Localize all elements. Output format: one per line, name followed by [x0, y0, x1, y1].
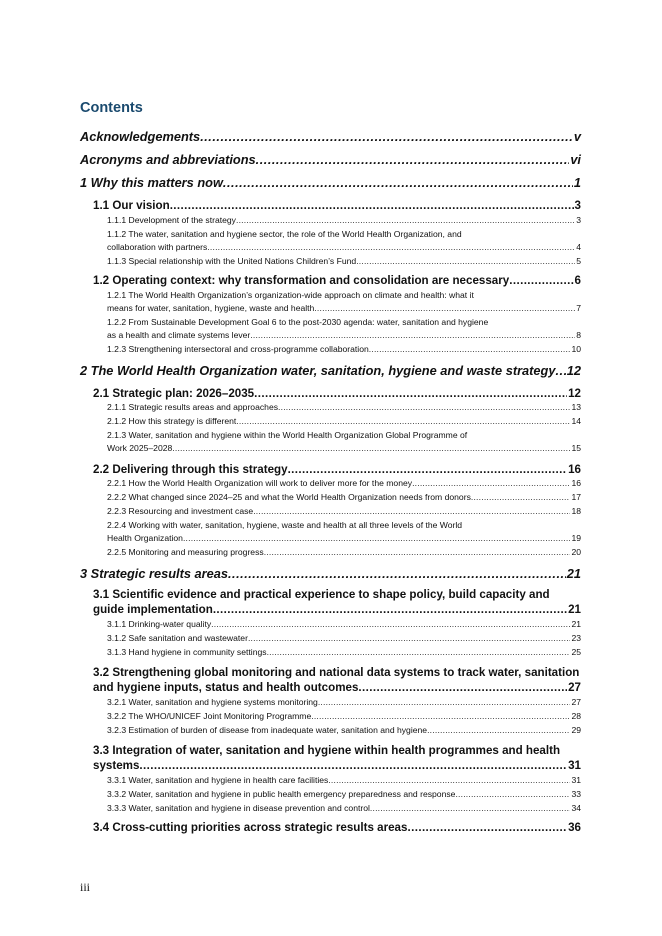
toc-page-number: v	[573, 129, 581, 144]
toc-dot-leader	[172, 442, 570, 455]
toc-dot-leader	[211, 618, 570, 631]
toc-entry-title: 1.2.3 Strengthening intersectoral and cross-programme collaboration	[107, 344, 369, 354]
toc-dot-leader	[213, 602, 567, 617]
toc-page-number: 20	[571, 547, 581, 557]
toc-entry-title: systems	[93, 759, 140, 772]
toc-entry[interactable]	[93, 820, 581, 835]
toc-page-number: 13	[571, 402, 581, 412]
toc-entry[interactable]	[93, 386, 581, 401]
toc-dot-leader	[139, 758, 567, 773]
toc-page-number: 21	[568, 603, 581, 616]
toc-entry[interactable]	[93, 665, 581, 695]
toc-dot-leader	[471, 491, 571, 504]
toc-entry-title: 1.1.1 Development of the strategy	[107, 215, 236, 225]
toc-dot-leader	[170, 198, 574, 213]
toc-dot-leader	[455, 788, 570, 801]
toc-page-number: 18	[571, 506, 581, 516]
toc-dot-leader	[318, 696, 571, 709]
toc-entry[interactable]	[107, 546, 581, 559]
toc-entry-title: collaboration with partners	[107, 242, 208, 252]
toc-dot-leader	[236, 214, 575, 227]
toc-page-number: 14	[571, 416, 581, 426]
toc-entry[interactable]	[107, 255, 581, 268]
toc-entry[interactable]	[107, 477, 581, 490]
toc-entry[interactable]	[107, 802, 581, 815]
toc-dot-leader	[236, 415, 570, 428]
toc-page-number: 12	[568, 387, 581, 400]
toc-entry-title: 3.1.1 Drinking-water quality	[107, 619, 212, 629]
toc-entry[interactable]	[107, 505, 581, 518]
toc-entry-title: 3.2.2 The WHO/UNICEF Joint Monitoring Programme	[107, 711, 312, 721]
toc-dot-leader	[509, 273, 573, 288]
toc-dot-leader	[253, 505, 570, 518]
toc-entry-title: as a health and climate systems lever	[107, 330, 251, 340]
toc-entry[interactable]	[107, 491, 581, 504]
toc-dot-leader	[358, 680, 567, 695]
toc-page-number: 31	[571, 775, 581, 785]
toc-page-number: 3	[574, 199, 581, 212]
toc-page-number: 21	[571, 619, 581, 629]
toc-entry-title: Acknowledgements	[80, 129, 201, 144]
toc-entry-title-line1: 2.1.3 Water, sanitation and hygiene within the World Health Organization Global Programme of	[107, 430, 468, 440]
toc-dot-leader	[183, 532, 570, 545]
page-number: iii	[80, 880, 91, 894]
toc-page-number: 8	[576, 330, 581, 340]
toc-page-number: 27	[568, 681, 581, 694]
toc-entry-title-line1: 1.1.2 The water, sanitation and hygiene sector, the role of the World Health Organization, and	[107, 229, 462, 239]
toc-entry-title: guide implementation	[93, 603, 213, 616]
toc-entry-title: 3 Strategic results areas	[80, 566, 228, 581]
toc-entry-title: 3.1.3 Hand hygiene in community settings	[107, 647, 267, 657]
toc-entry[interactable]	[107, 343, 581, 356]
toc-entry[interactable]	[107, 788, 581, 801]
toc-dot-leader	[427, 724, 570, 737]
toc-entry-title: 2 The World Health Organization water, sanitation, hygiene and waste strategy	[80, 363, 556, 378]
toc-entry-title: Acronyms and abbreviations	[80, 152, 256, 167]
toc-entry[interactable]	[107, 646, 581, 659]
toc-page-number: 29	[571, 725, 581, 735]
toc-entry[interactable]	[107, 316, 581, 342]
toc-dot-leader	[278, 401, 570, 414]
toc-entry-title: 2.1.1 Strategic results areas and approaches	[107, 402, 279, 412]
toc-entry-title: and hygiene inputs, status and health outcomes	[93, 681, 359, 694]
toc-entry-title: means for water, sanitation, hygiene, waste and health	[107, 303, 315, 313]
toc-dot-leader	[314, 302, 575, 315]
toc-entry-title: 2.2.1 How the World Health Organization will work to deliver more for the money	[107, 478, 413, 488]
toc-page-number: 5	[576, 256, 581, 266]
toc-entry[interactable]	[107, 429, 581, 455]
toc-page-number: 31	[568, 759, 581, 772]
toc-entry[interactable]	[80, 566, 581, 582]
toc-entry[interactable]	[107, 618, 581, 631]
toc-entry[interactable]	[107, 724, 581, 737]
toc-entry-title: 1.1.3 Special relationship with the United Nations Children’s Fund	[107, 256, 357, 266]
toc-entry[interactable]	[80, 129, 581, 145]
toc-entry-title: 2.1 Strategic plan: 2026–2035	[93, 387, 255, 400]
toc-page-number: vi	[570, 152, 581, 167]
toc-entry-title-line1: 2.2.4 Working with water, sanitation, hygiene, waste and health at all three levels of the World	[107, 520, 463, 530]
toc-entry-title: 2.1.2 How this strategy is different	[107, 416, 237, 426]
toc-entry[interactable]	[107, 228, 581, 254]
toc-dot-leader	[228, 566, 566, 582]
toc-page-number: 25	[571, 647, 581, 657]
toc-page-number: 10	[571, 344, 581, 354]
toc-entry[interactable]	[107, 214, 581, 227]
toc-page-number: 23	[571, 633, 581, 643]
toc-dot-leader	[412, 477, 570, 490]
toc-entry-title-line1: 3.3 Integration of water, sanitation and hygiene within health programmes and health	[93, 744, 561, 757]
toc-entry[interactable]	[80, 175, 581, 191]
toc-entry[interactable]	[93, 587, 581, 617]
toc-entry-title: 3.4 Cross-cutting priorities across strategic results areas	[93, 821, 408, 834]
toc-dot-leader	[407, 820, 567, 835]
toc-dot-leader	[288, 462, 568, 477]
toc-entry-title: 3.3.2 Water, sanitation and hygiene in public health emergency preparedness and response	[107, 789, 456, 799]
toc-page-number: 27	[571, 697, 581, 707]
toc-page-number: 1	[573, 175, 581, 190]
toc-entry[interactable]	[107, 632, 581, 645]
toc-dot-leader	[256, 152, 570, 168]
toc-page-number: 4	[576, 242, 581, 252]
toc-page-number: 34	[571, 803, 581, 813]
toc-entry-title: 1 Why this matters now	[80, 175, 223, 190]
toc-dot-leader	[328, 774, 570, 787]
toc-dot-leader	[264, 546, 571, 559]
toc-page-number: 6	[574, 274, 581, 287]
toc-entry[interactable]	[80, 152, 581, 168]
toc-entry[interactable]	[93, 273, 581, 288]
toc-entry-title: 2.2.3 Resourcing and investment case	[107, 506, 254, 516]
toc-dot-leader	[254, 386, 567, 401]
toc-entry[interactable]	[107, 710, 581, 723]
toc-page-number: 15	[571, 443, 581, 453]
toc-entry-title-line1: 3.2 Strengthening global monitoring and national data systems to track water, sanitation	[93, 666, 580, 679]
toc-entry[interactable]	[93, 743, 581, 773]
toc-entry[interactable]	[80, 363, 581, 379]
toc-entry-title: Work 2025–2028	[107, 443, 173, 453]
contents-heading: Contents	[80, 100, 143, 116]
toc-entry-title: 2.2.5 Monitoring and measuring progress	[107, 547, 264, 557]
toc-entry-title-line1: 1.2.1 The World Health Organization’s organization-wide approach on climate and health: what it	[107, 290, 474, 300]
toc-page-number: 16	[568, 463, 581, 476]
toc-entry[interactable]	[107, 415, 581, 428]
toc-entry-title-line1: 1.2.2 From Sustainable Development Goal 6 to the post-2030 agenda: water, sanitation and hygiene	[107, 317, 489, 327]
toc-entry-title: 3.1.2 Safe sanitation and wastewater	[107, 633, 248, 643]
toc-dot-leader	[223, 175, 573, 191]
toc-entry-title: 1.1 Our vision	[93, 199, 170, 212]
toc-dot-leader	[200, 129, 573, 145]
toc-entry[interactable]	[93, 198, 581, 213]
toc-entry-title: 3.2.1 Water, sanitation and hygiene systems monitoring	[107, 697, 318, 707]
toc-entry-title: 1.2 Operating context: why transformation and consolidation are necessary	[93, 274, 510, 287]
toc-entry[interactable]	[93, 462, 581, 477]
toc-dot-leader	[369, 343, 571, 356]
toc-dot-leader	[356, 255, 575, 268]
toc-entry-title: 3.3.1 Water, sanitation and hygiene in health care facilities	[107, 775, 329, 785]
toc-page-number: 28	[571, 711, 581, 721]
toc-entry[interactable]	[107, 774, 581, 787]
toc-entry[interactable]	[107, 696, 581, 709]
toc-page-number: 33	[571, 789, 581, 799]
toc-entry-title: Health Organization	[107, 533, 183, 543]
toc-entry-title-line1: 3.1 Scientific evidence and practical experience to shape policy, build capacity and	[93, 588, 550, 601]
toc-dot-leader	[370, 802, 571, 815]
toc-entry[interactable]	[107, 289, 581, 315]
toc-page-number: 3	[576, 215, 581, 225]
toc-page-number: 16	[571, 478, 581, 488]
toc-dot-leader	[311, 710, 570, 723]
toc-entry[interactable]	[107, 519, 581, 545]
toc-dot-leader	[267, 646, 571, 659]
toc-entry-title: 2.2 Delivering through this strategy	[93, 463, 288, 476]
toc-entry-title: 3.3.3 Water, sanitation and hygiene in disease prevention and control	[107, 803, 370, 813]
toc-entry-title: 2.2.2 What changed since 2024–25 and what the World Health Organization needs from donors	[107, 492, 471, 502]
toc-page-number: 19	[571, 533, 581, 543]
toc-dot-leader	[248, 632, 571, 645]
toc-page-number: 7	[576, 303, 581, 313]
toc-entry[interactable]	[107, 401, 581, 414]
toc-page-number: 12	[566, 363, 581, 378]
toc-dot-leader	[207, 241, 575, 254]
toc-entry-title: 3.2.3 Estimation of burden of disease from inadequate water, sanitation and hygiene	[107, 725, 428, 735]
toc-page-number: 21	[566, 566, 581, 581]
toc-dot-leader	[555, 363, 565, 379]
toc-page-number: 36	[568, 821, 581, 834]
toc-dot-leader	[250, 329, 575, 342]
toc-page-number: 17	[571, 492, 581, 502]
